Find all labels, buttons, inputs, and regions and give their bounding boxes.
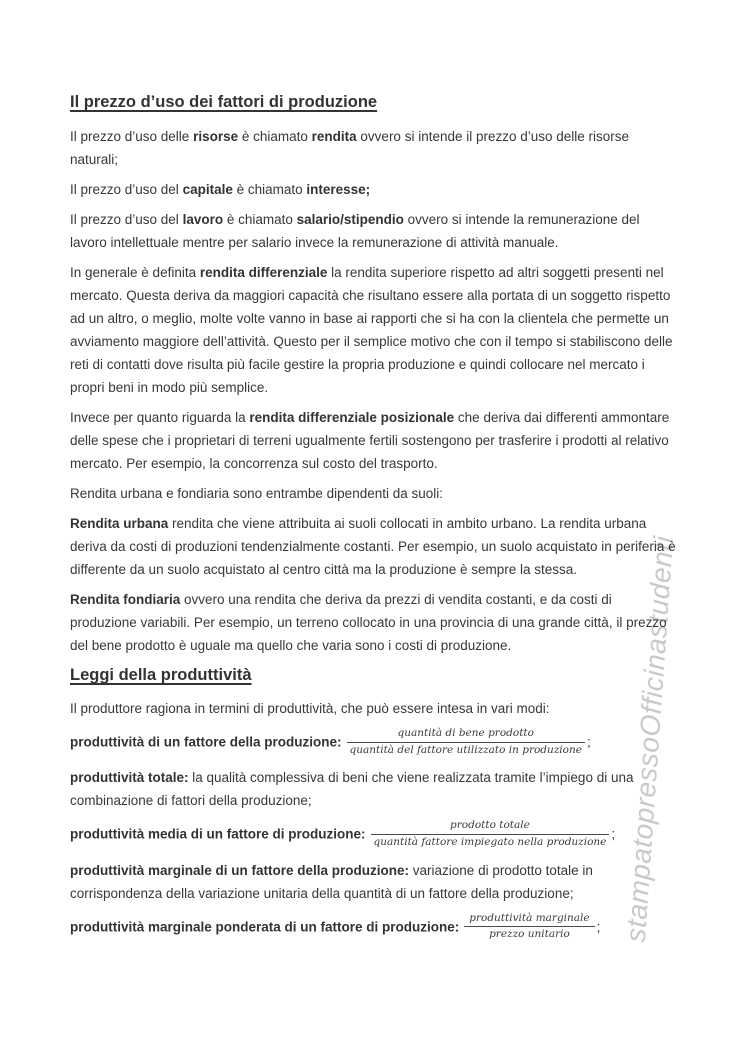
definition-term-produttivita-fattore: produttività di un fattore della produzione:	[70, 734, 342, 750]
definition-suffix: ;	[586, 734, 591, 750]
watermark-text: stampatopressoOfficinastudenti	[619, 534, 680, 944]
paragraph-rendita-urbana-fondiaria-intro: Rendita urbana e fondiaria sono entrambe dipendenti da suoli:	[70, 486, 444, 501]
fraction-produttivita-marginale-ponderata	[464, 912, 594, 942]
fraction-produttivita-fattore	[347, 727, 585, 757]
definition-term-produttivita-media: produttività media di un fattore di produzione:	[70, 826, 366, 842]
paragraph-produttore-intro: Il produttore ragiona in termini di produttività, che può essere intesa in vari modi:	[70, 701, 550, 716]
fraction-numerator: produttività marginale	[464, 912, 594, 928]
fraction-numerator: prodotto totale	[371, 819, 610, 835]
paragraph-capitale-interesse: Il prezzo d’uso del capitale è chiamato interesse;	[70, 182, 371, 197]
definition-produttivita-fattore	[70, 727, 676, 759]
definition-suffix: ;	[611, 826, 616, 842]
paragraph-rendita-differenziale: In generale è definita rendita differenziale la rendita superiore rispetto ad altri soggetti presenti nel mercato. Questa deriva da maggiori capacità che risultano essere alla portata di un soggetto rispetto ad un altro, o meglio, molte volte vanno in base ai rapporti che si ha con la clientela che permette un avviamento maggiore dell’attività. Questo per il semplice motivo che con il tempo si stabiliscono delle reti di contatti dove risulta più facile gestire la propria produzione e quindi collocare nel mercato i propri beni in modo più semplice.	[70, 265, 673, 395]
fraction-produttivita-media	[371, 819, 610, 849]
paragraph-rendita-differenziale-posizionale: Invece per quanto riguarda la rendita differenziale posizionale che deriva dai differenti ammontare delle spese che i proprietari di terreni ugualmente fertili sostengono per trasferire i prodotti al relativo mercato. Per esempio, la concorrenza sul costo del trasporto.	[70, 410, 670, 471]
definition-produttivita-marginale: produttività marginale di un fattore della produzione: variazione di prodotto totale in corrispondenza della variazione unitaria della quantità di un fattore della produzione;	[70, 862, 593, 901]
fraction-numerator: quantità di bene prodotto	[347, 727, 585, 743]
fraction-denominator: quantità fattore impiegato nella produzione	[373, 835, 607, 848]
document-content	[70, 91, 676, 951]
fraction-denominator: prezzo unitario	[489, 928, 570, 941]
heading-leggi-produttivita: Leggi della produttività	[70, 666, 252, 684]
definition-produttivita-marginale-ponderata	[70, 912, 676, 944]
definition-produttivita-media	[70, 819, 676, 851]
definition-term-produttivita-marginale-ponderata: produttività marginale ponderata di un fattore di produzione:	[70, 919, 460, 935]
definition-produttivita-totale: produttività totale: la qualità complessiva di beni che viene realizzata tramite l’impiego di una combinazione di fattori della produzione;	[70, 770, 634, 809]
paragraph-risorse-rendita: Il prezzo d’uso delle risorse è chiamato rendita ovvero si intende il prezzo d’uso delle risorse naturali;	[70, 129, 630, 167]
heading-prezzo-duso-fattori: Il prezzo d’uso dei fattori di produzione	[70, 93, 378, 111]
paragraph-rendita-urbana: Rendita urbana rendita che viene attribuita ai suoli collocati in ambito urbano. La rendita urbana deriva da costi di produzioni tendenzialmente costanti. Per esempio, un suolo acquistato in periferia è differente da un suolo acquistato al centro città ma la produzione è sempre la stessa.	[70, 516, 676, 577]
paragraph-rendita-fondiaria: Rendita fondiaria ovvero una rendita che deriva da prezzi di vendita costanti, e da costi di produzione variabili. Per esempio, un terreno collocato in una provincia di una grande città, il prezzo del bene prodotto è uguale ma quello che varia sono i costi di produzione.	[70, 592, 667, 653]
fraction-denominator: quantità del fattore utilizzato in produzione	[349, 743, 582, 756]
definition-suffix: ;	[596, 919, 601, 935]
paragraph-lavoro-salario: Il prezzo d’uso del lavoro è chiamato salario/stipendio ovvero si intende la remunerazione del lavoro intellettuale mentre per salario invece la remunerazione di attività manuale.	[70, 212, 640, 250]
